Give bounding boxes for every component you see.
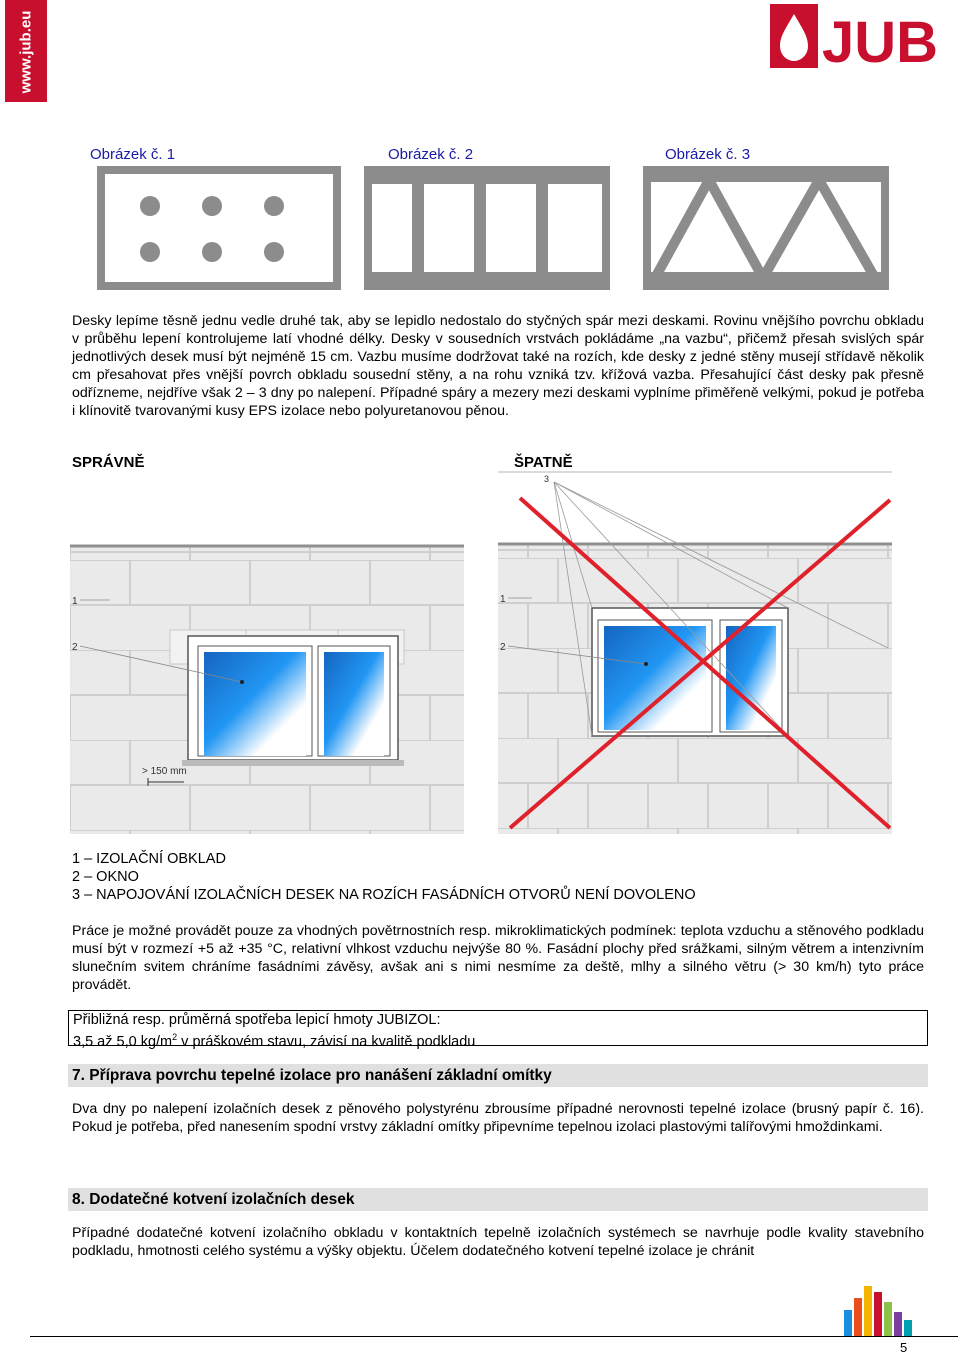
dimension-text: > 150 mm: [142, 766, 187, 777]
section-8-text: Případné dodatečné kotvení izolačního obkladu v kontaktních tepelně izolačních systémech se navrhuje podle kvality stavebního podkladu, hmotnosti celého systému a výšky objektu. Účelem dodatečného kotvení tepelné izolace je chránit: [72, 1225, 924, 1259]
website-tab: [5, 0, 47, 102]
wrong-window-diagram: [498, 468, 898, 834]
legend-item-2: 2 – OKNO: [72, 869, 139, 885]
figure-2-strip-adhesive: [364, 166, 610, 290]
paragraph-adhesion: Desky lepíme těsně jednu vedle druhé tak, aby se lepidlo nedostalo do styčných spár mezi deskami. Rovinu vnějšího povrchu obkladu v průběhu lepení kontrolujeme latí vhodné délky. Desky v sousedních vrstvách pokládáme „na vazbu“, přičemž přesah svislých spár jednotlivých desek musí být nejméně 15 cm. Vazbu musíme dodržovat také na rozích, kde desky z jedné stěny musejí střídavě několik cm přesahovat přes vnější povrch obkladu sousední stěny, a na rohu vzniká tzv. křížová vazba. Přesahující část desky pak přesně odřízneme, nejdříve však 2 – 3 dny po nalepení. Případné spáry a mezery mezi deskami vyplníme přiměřeně velkými, pokud je potřeba i klínovitě tvarovanými kusy EPS izolace nebo polyuretanovou pěnou.: [72, 313, 924, 419]
right-marker-3: 3: [544, 474, 550, 484]
legend-item-1: 1 – IZOLAČNÍ OBKLAD: [72, 851, 226, 867]
left-marker-2: 2: [72, 642, 78, 653]
section-7-text: Dva dny po nalepení izolačních desek z pěnového polystyrénu zbrousíme případné nerovnosti tepelné izolace (brusný papír č. 16). Pokud je potřeba, před nanesením spodní vrstvy základní omítky připevníme tepelnou izolaci plastovými talířovými hmoždinkami.: [72, 1101, 924, 1135]
correct-window-diagram: [70, 470, 470, 834]
figure-2-label: Obrázek č. 2: [388, 146, 474, 163]
consumption-line-1: Přibližná resp. průměrná spotřeba lepicí hmoty JUBIZOL:: [73, 1012, 441, 1028]
wrong-label: ŠPATNĚ: [514, 454, 573, 471]
right-marker-1: 1: [500, 594, 506, 605]
right-marker-2: 2: [500, 642, 506, 653]
footer-rule: [30, 1336, 958, 1337]
website-url: www.jub.eu: [17, 10, 35, 94]
figure-3-label: Obrázek č. 3: [665, 146, 751, 163]
jub-logo: [770, 2, 939, 75]
left-marker-1: 1: [72, 596, 78, 607]
colorful-buildings-logo: [842, 1280, 914, 1336]
legend-item-3: 3 – NAPOJOVÁNÍ IZOLAČNÍCH DESEK NA ROZÍCH FASÁDNÍCH OTVORŮ NENÍ DOVOLENO: [72, 887, 696, 903]
figure-1-label: Obrázek č. 1: [90, 146, 176, 163]
consumption-line-2: 3,5 až 5,0 $kg/m^2$ v práškovém stavu, závisí na kvalitě podkladu: [73, 1032, 476, 1050]
section-7-heading: 7. Příprava povrchu tepelné izolace pro nanášení základní omítky: [68, 1064, 928, 1087]
paragraph-conditions: Práce je možné provádět pouze za vhodných povětrnostních resp. mikroklimatických podmínek: teplota vzduchu a stěnového podkladu musí být v rozmezí +5 až +35 °C, relativní vlhkost vzduchu nejvýše 80 %. Fasádní plochy před srážkami, silným větrem a intenzivním slunečním svitem chráníme fasádními závěsy, avšak ani s nimi nesmíme za deště, mlhy a silného větru (> 30 km/h) tyto práce provádět.: [72, 923, 924, 993]
consumption-box: [68, 1010, 928, 1050]
logo-text: JUB: [822, 10, 939, 75]
section-8-heading: 8. Dodatečné kotvení izolačních desek: [68, 1188, 928, 1211]
figure-1-dot-adhesive: [97, 166, 341, 290]
page-number: 5: [900, 1340, 908, 1355]
figure-3-zigzag-adhesive: [643, 166, 889, 290]
correct-label: SPRÁVNĚ: [72, 454, 145, 471]
